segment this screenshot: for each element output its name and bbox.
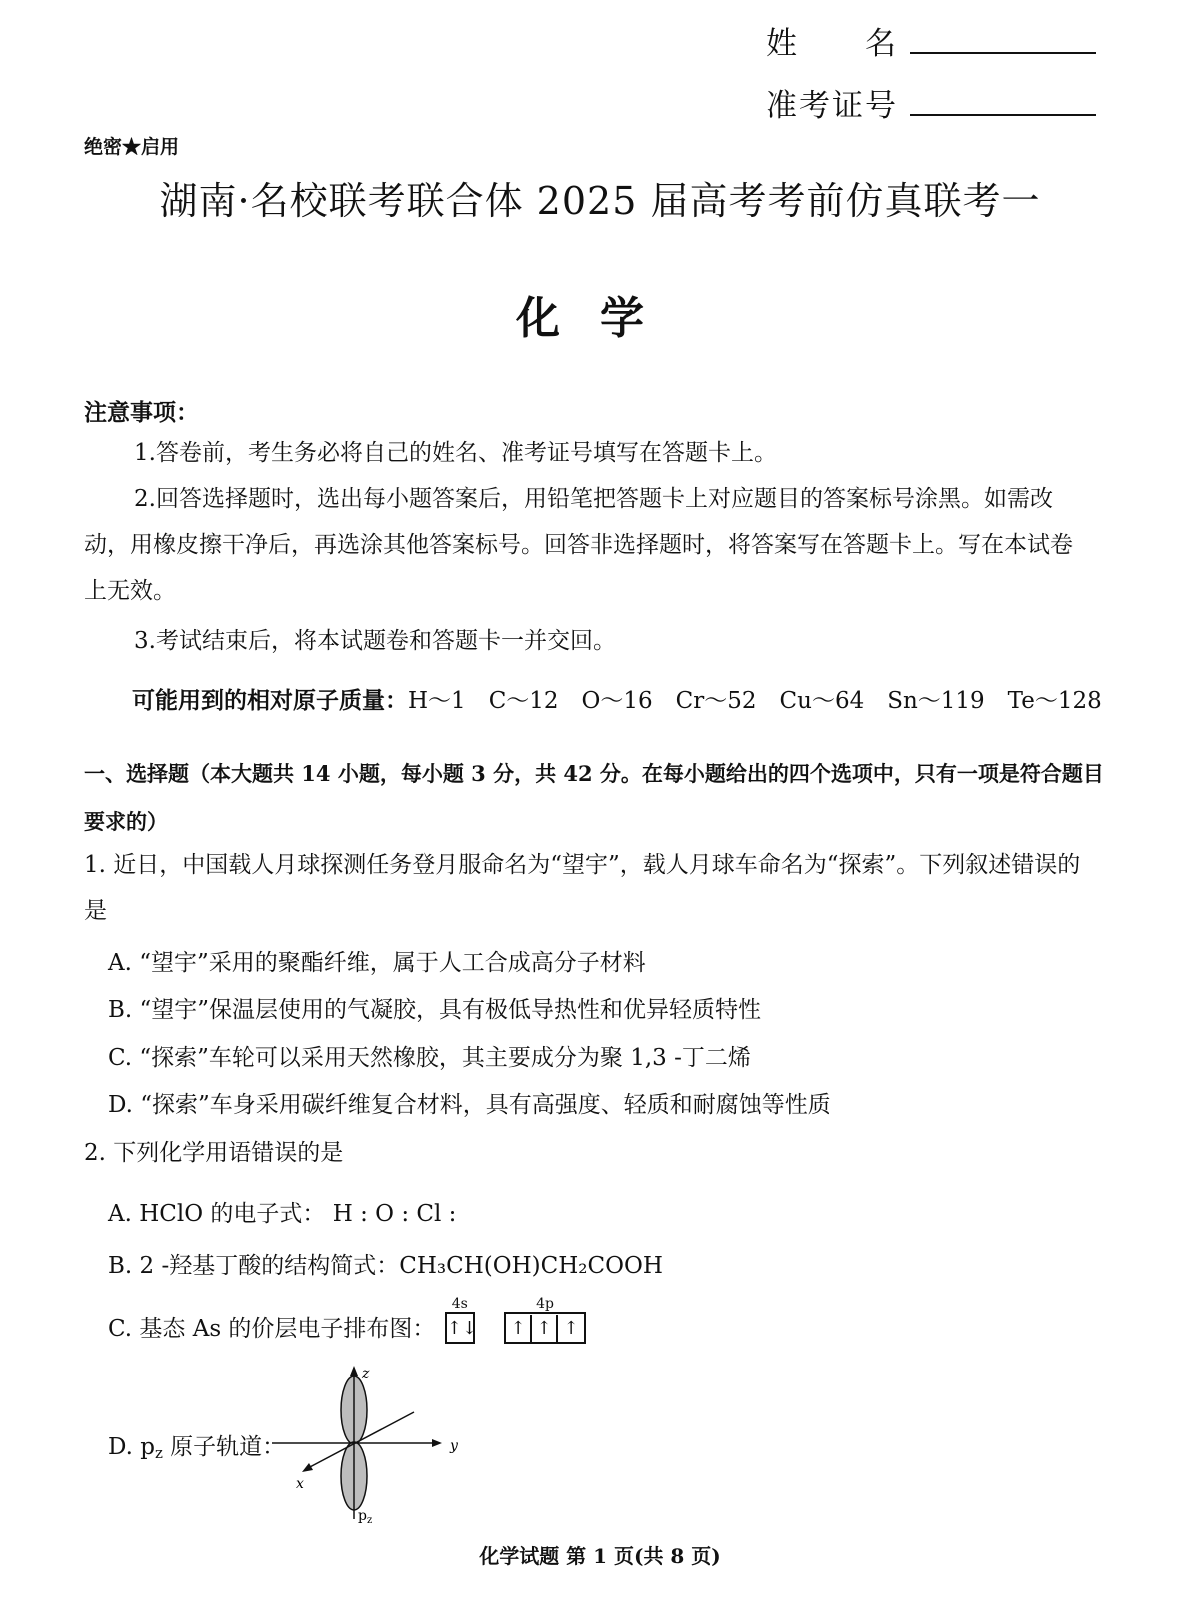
- y-axis-label: y: [450, 1438, 458, 1454]
- q2-option-d-prefix: D. p: [108, 1434, 155, 1460]
- z-arrow: [350, 1366, 358, 1376]
- q2-option-a: [108, 1195, 456, 1228]
- atomic-mass-values: H～1 C～12 O～16 Cr～52 Cu～64 Sn～119 Te～128: [408, 688, 1102, 714]
- q2-option-a-label: A. HClO 的电子式：: [108, 1201, 326, 1227]
- page-footer: 化学试题 第 1 页(共 8 页): [479, 1544, 721, 1568]
- q1-option-d: D. “探索”车身采用碳纤维复合材料，具有高强度、轻质和耐腐蚀等性质: [108, 1092, 831, 1118]
- id-label: 准考证号: [766, 88, 898, 124]
- q2-option-d-sub: z: [154, 1444, 163, 1462]
- q2-option-d-suffix: 原子轨道：: [162, 1434, 286, 1460]
- note-item-2: 2.回答选择题时，选出每小题答案后，用铅笔把答题卡上对应题目的答案标号涂黑。如需改动，用橡皮擦干净后，再选涂其他答案标号。回答非选择题时，将答案写在答题卡上。写在本试卷上无效。: [84, 486, 1073, 604]
- q1-option-c: C. “探索”车轮可以采用天然橡胶，其主要成分为聚 1,3 -丁二烯: [108, 1045, 751, 1071]
- note-item-1: 1.答卷前，考生务必将自己的姓名、准考证号填写在答题卡上。: [134, 440, 777, 466]
- q2-option-d: [108, 1428, 285, 1462]
- subject-title: [0, 282, 1200, 346]
- q2-option-c-label: C. 基态 As 的价层电子排布图：: [108, 1316, 436, 1342]
- pz-caption-p: p: [358, 1508, 367, 1524]
- note-item-3: 3.考试结束后，将本试题卷和答题卡一并交回。: [134, 628, 616, 654]
- confidential-mark: 绝密★启用: [84, 136, 180, 158]
- name-field-row: [766, 18, 1096, 63]
- id-blank: [910, 84, 1096, 116]
- pz-orbital-diagram: [268, 1364, 468, 1524]
- y-arrow: [432, 1439, 442, 1447]
- x-arrow: [302, 1463, 313, 1472]
- id-field-row: [766, 80, 1096, 125]
- electron-formula: [333, 1201, 457, 1227]
- z-axis-label: z: [362, 1366, 370, 1382]
- orbital-4p-box: [504, 1312, 586, 1344]
- orbital-4p: [504, 1296, 586, 1344]
- orbital-4s-label: 4s: [451, 1296, 468, 1312]
- question-2-stem: 2. 下列化学用语错误的是: [84, 1140, 344, 1166]
- atomic-mass-line: [132, 682, 1102, 715]
- question-1-stem: [84, 842, 1099, 934]
- pz-caption-sub: z: [366, 1515, 373, 1524]
- orbital-4p-cell-2: ↑: [532, 1315, 558, 1343]
- x-axis-label: x: [296, 1476, 304, 1492]
- orbital-4p-cell-1: ↑: [506, 1315, 532, 1343]
- orbital-4s-cell: ↑↓: [446, 1318, 477, 1339]
- orbital-4s-box: [445, 1312, 475, 1344]
- section-heading: 一、选择题（本大题共 14 小题，每小题 3 分，共 42 分。在每小题给出的四个选项中，只有一项是符合题目要求的）: [84, 761, 1104, 834]
- q2-option-b: B. 2 -羟基丁酸的结构简式：CH₃CH(OH)CH₂COOH: [108, 1253, 663, 1279]
- question-1-text: 1. 近日，中国载人月球探测任务登月服命名为“望宇”，载人月球车命名为“探索”。下列叙述错误的是: [84, 852, 1081, 924]
- orbital-4p-cell-3: ↑: [563, 1318, 579, 1339]
- orbital-4p-label: 4p: [536, 1296, 554, 1312]
- orbital-4s: [445, 1296, 475, 1344]
- name-label: 姓 名: [766, 26, 898, 62]
- q2-option-c: [108, 1296, 586, 1344]
- q1-option-a: A. “望宇”采用的聚酯纤维，属于人工合成高分子材料: [108, 950, 646, 976]
- q1-option-b: B. “望宇”保温层使用的气凝胶，具有极低导热性和优异轻质特性: [108, 997, 762, 1023]
- atomic-mass-label: 可能用到的相对原子质量：: [132, 687, 408, 714]
- name-blank: [910, 22, 1096, 54]
- electron-formula-text: H : O : Cl :: [332, 1201, 457, 1227]
- subject-text: 化学: [516, 293, 684, 344]
- pz-caption: [358, 1508, 372, 1524]
- exam-title: 湖南·名校联考联合体 2025 届高考考前仿真联考一: [159, 179, 1041, 223]
- notes-heading: 注意事项：: [84, 399, 199, 426]
